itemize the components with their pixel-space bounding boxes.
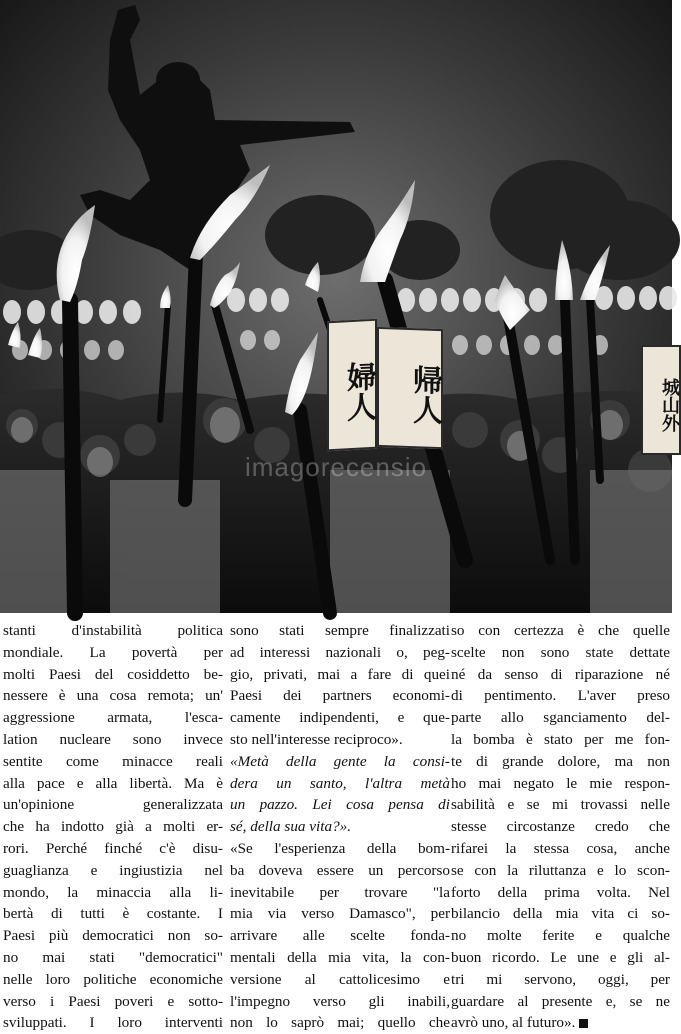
text-line: forto della prima volta. Nel bbox=[451, 883, 670, 901]
text-line: mentali della mia vita, la con- bbox=[230, 948, 450, 966]
text-line: ho mai negato le mie respon- bbox=[451, 774, 670, 792]
text-column-2 bbox=[230, 620, 450, 1034]
text-line: no molte ferite e qualche bbox=[451, 927, 670, 945]
text-line: ba doveva essere un percorso bbox=[230, 861, 450, 879]
text-line: lation nucleare sono invece bbox=[3, 730, 223, 748]
text-line: arrivare alle scelte fonda- bbox=[230, 927, 450, 945]
text-line: un'opinione generalizzata bbox=[3, 796, 223, 814]
text-line: nelle loro politiche economiche bbox=[3, 970, 223, 988]
text-line: stanti d'instabilità politica bbox=[3, 622, 223, 639]
text-line: che ha indotto già a molti er- bbox=[3, 818, 223, 836]
text-line: versione al cattolicesimo e bbox=[230, 970, 450, 988]
text-line: gio, privati, mai a fare di quei bbox=[230, 665, 450, 683]
last-text-line bbox=[451, 1012, 670, 1034]
text-line: né da senso di riparazione né bbox=[451, 665, 670, 683]
text-line: mondo, la minaccia alla li- bbox=[3, 883, 223, 901]
last-line-text: avrò uno, al futuro». bbox=[451, 1014, 576, 1032]
text-line: guardare al presente e, se ne bbox=[451, 992, 670, 1010]
text-line: aggressione armata, l'esca- bbox=[3, 709, 223, 727]
text-line: bilancio della mia vita ci so- bbox=[451, 905, 670, 923]
protest-sign-left: 婦人 bbox=[327, 319, 377, 452]
text-line: rifarei la stessa cosa, anche bbox=[451, 839, 670, 857]
text-line: sabilità e se mi trovassi nelle bbox=[451, 796, 670, 814]
interview-question-line: un pazzo. Lei cosa pensa di bbox=[230, 796, 450, 814]
text-line: parte allo sganciamento del- bbox=[451, 709, 670, 727]
text-column-1 bbox=[3, 620, 223, 1034]
text-line: Paesi più democratici non so- bbox=[3, 927, 223, 945]
text-line: Paesi dei partners economi- bbox=[230, 687, 450, 705]
text-line: guaglianza e ingiustizia nel bbox=[3, 861, 223, 879]
text-line: rori. Perché finché c'è disu- bbox=[3, 839, 223, 857]
text-line: sto nell'interesse reciproco». bbox=[230, 730, 403, 748]
article-body bbox=[0, 620, 672, 1032]
text-line: te di grande dolore, ma non bbox=[451, 752, 670, 770]
protest-sign-right: 城山外 bbox=[641, 345, 681, 455]
text-line: tri mi servono, oggi, per bbox=[451, 970, 670, 988]
end-of-article-mark bbox=[579, 1019, 588, 1028]
text-line: no mai stati "democratici" bbox=[3, 948, 223, 966]
text-line: non lo saprò mai; quello che bbox=[230, 1014, 450, 1032]
text-line: sviluppati. I loro interventi bbox=[3, 1014, 223, 1032]
text-line: molti Paesi del cosiddetto be- bbox=[3, 665, 223, 683]
text-line: se con la riluttanza e lo scon- bbox=[451, 861, 670, 879]
watermark-text: imagorecensio bbox=[244, 452, 428, 482]
text-line: camente indipendenti, e que- bbox=[230, 709, 450, 727]
text-line: stesse circostanze credo che bbox=[451, 818, 670, 836]
text-line: sono stati sempre finalizzati bbox=[230, 622, 450, 639]
text-line: alla pace e alla libertà. Ma è bbox=[3, 774, 223, 792]
text-line: buon ricordo. Le une e gli al- bbox=[451, 948, 670, 966]
protest-sign-middle: 帰人 bbox=[377, 327, 443, 449]
interview-question-line: «Metà della gente la consi- bbox=[230, 752, 450, 770]
text-line: so con certezza è che quelle bbox=[451, 622, 670, 639]
text-line: mondiale. La povertà per bbox=[3, 643, 223, 661]
text-line: verso i Paesi poveri e sotto- bbox=[3, 992, 223, 1010]
text-line: bertà di tutti è costante. I bbox=[3, 905, 223, 923]
text-line: mia via verso Damasco", per bbox=[230, 905, 450, 923]
text-line: inevitabile per trovare "la bbox=[230, 883, 450, 901]
text-column-3 bbox=[451, 620, 670, 1034]
text-line: «Se l'esperienza della bom- bbox=[230, 839, 450, 857]
text-line: la bomba è stato per me fon- bbox=[451, 730, 670, 748]
text-line: sentite come minacce reali bbox=[3, 752, 223, 770]
text-line: scelte non sono state dettate bbox=[451, 643, 670, 661]
interview-question-line: dera un santo, l'altra metà bbox=[230, 774, 450, 792]
text-line: l'impegno verso gli inabili, bbox=[230, 992, 450, 1010]
text-line: di pentimento. L'aver preso bbox=[451, 687, 670, 705]
interview-question-line: sé, della sua vita?». bbox=[230, 818, 352, 836]
text-line: nessere è una cosa remota; un' bbox=[3, 687, 223, 705]
text-line: ad interessi nazionali o, peg- bbox=[230, 643, 450, 661]
